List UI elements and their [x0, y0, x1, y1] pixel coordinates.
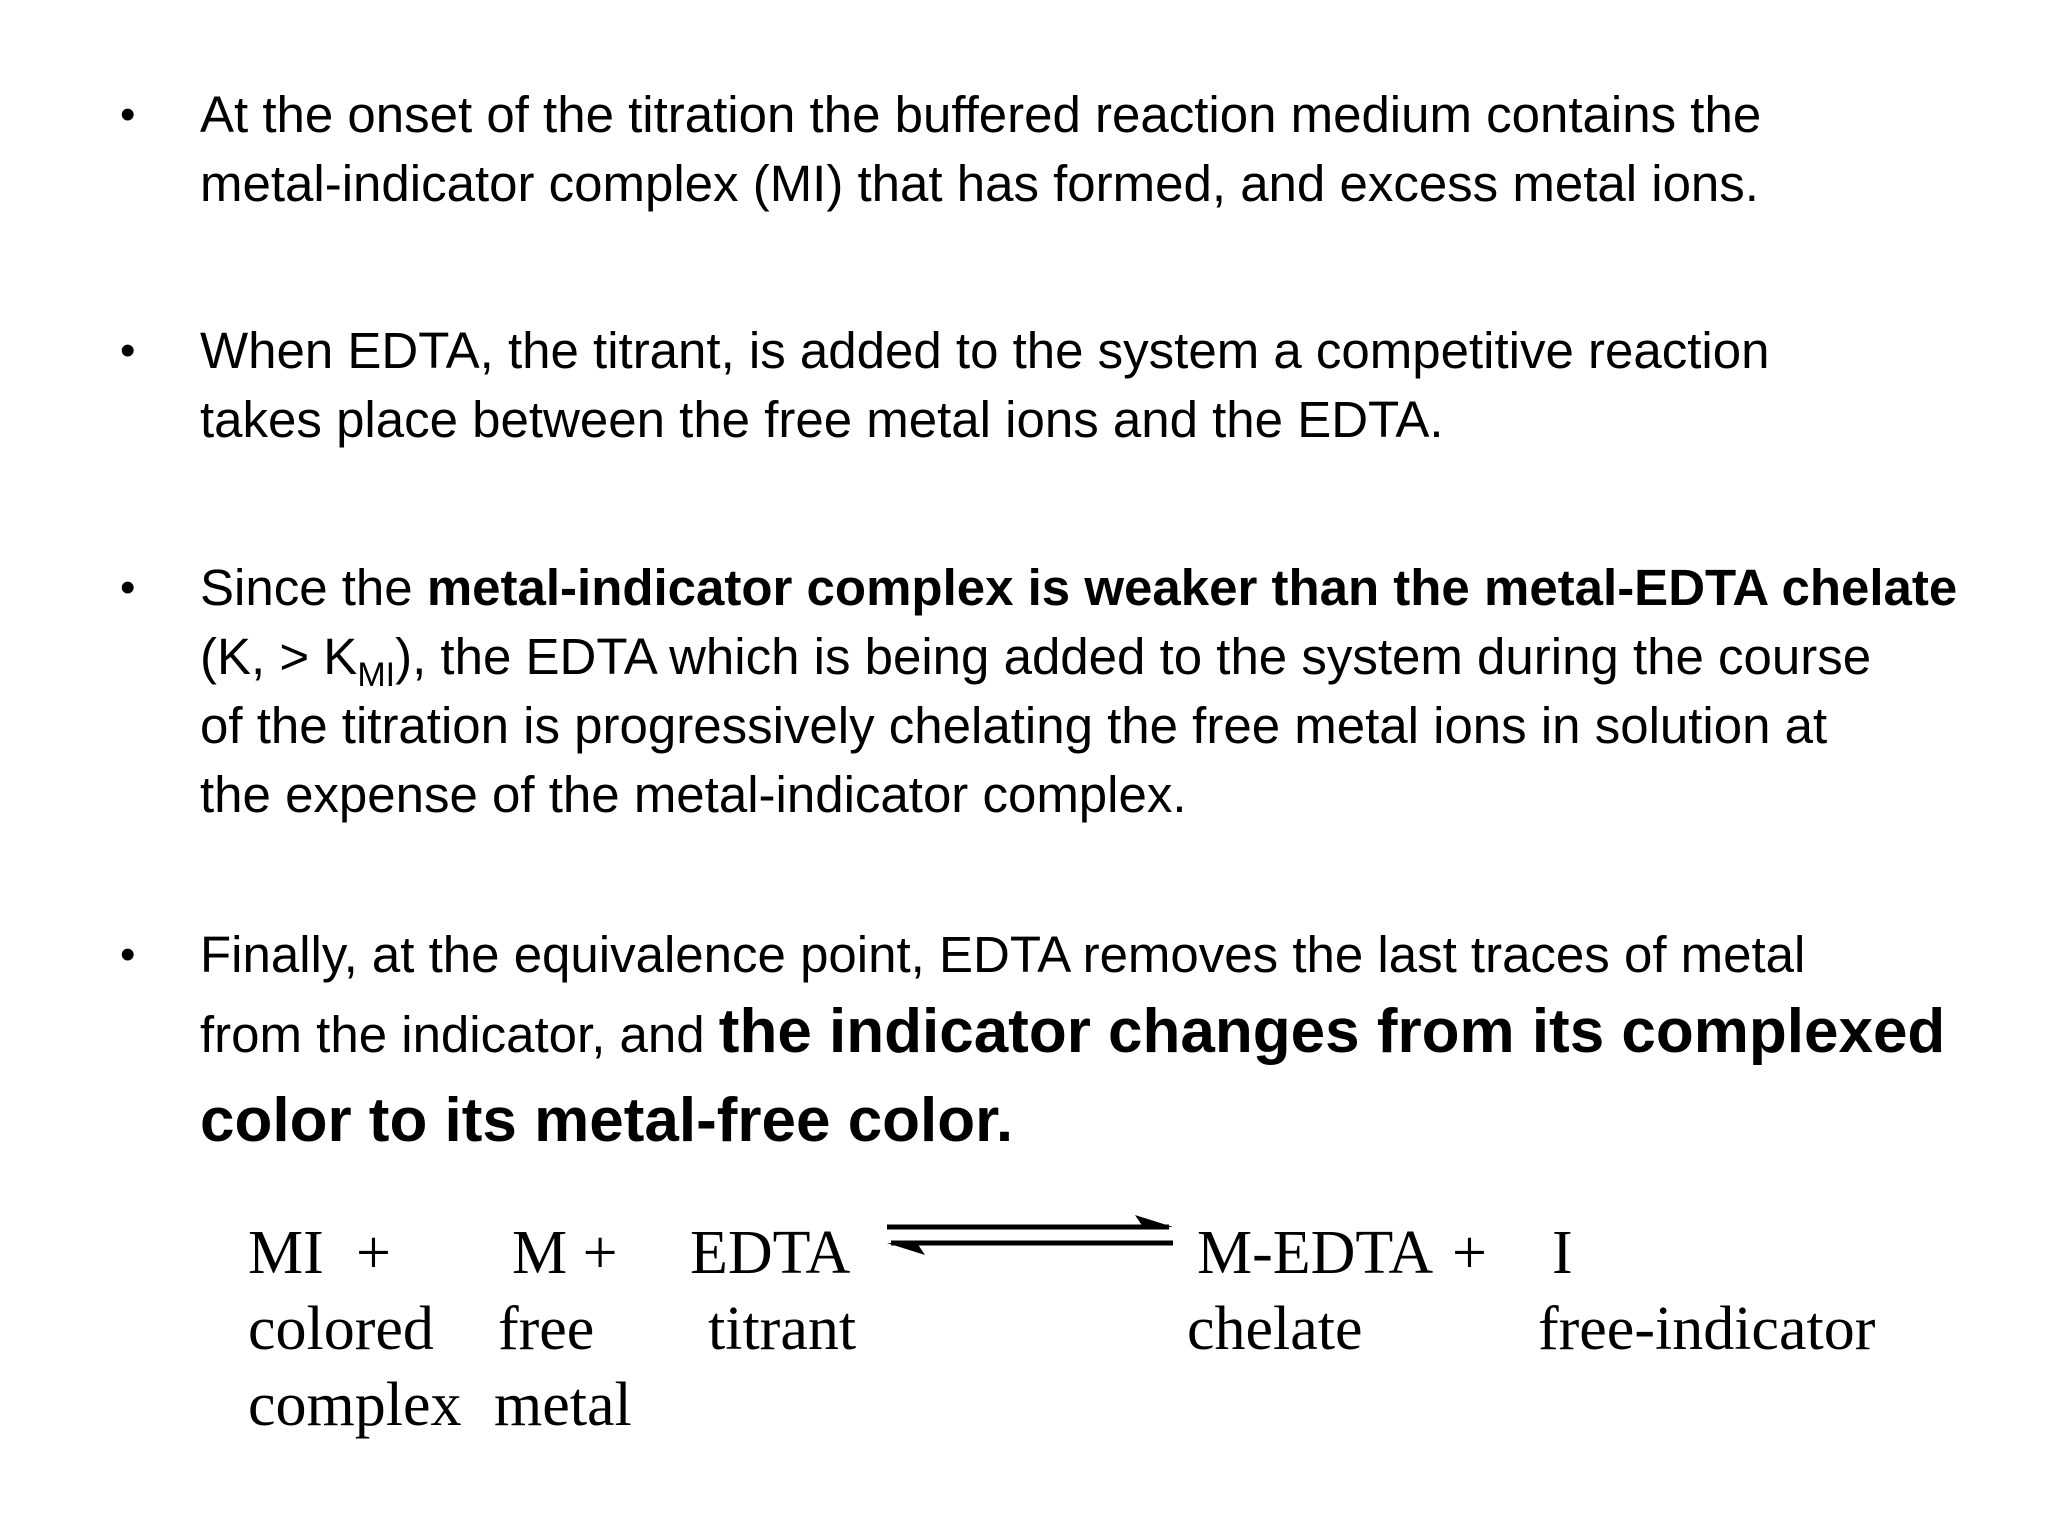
label-complex: complex — [248, 1371, 462, 1439]
eq-m: M + — [512, 1219, 618, 1287]
eq-mi: MI — [248, 1219, 324, 1287]
eq-i: I — [1552, 1219, 1573, 1287]
bold-emphasis: color to its metal-free color. — [200, 1086, 1014, 1155]
bullet-dot: • — [120, 930, 136, 979]
bold-emphasis: the indicator changes from its complexed — [718, 997, 1946, 1066]
bullet-line: takes place between the free metal ions and the EDTA. — [200, 391, 1444, 448]
label-free-indicator: free-indicator — [1538, 1295, 1876, 1363]
bullet-dot: • — [120, 90, 136, 139]
bullet-dot: • — [120, 326, 136, 375]
k-open: (K, > K — [200, 628, 358, 685]
bullet-line: the expense of the metal-indicator complex. — [200, 766, 1187, 823]
bullet-line: At the onset of the titration the buffered reaction medium contains the — [200, 86, 1762, 143]
bullet-text: from the indicator, and — [200, 1006, 719, 1063]
eq-edta: EDTA — [690, 1219, 851, 1287]
label-chelate: chelate — [1187, 1295, 1363, 1363]
label-colored: colored — [248, 1295, 434, 1363]
label-metal: metal — [494, 1371, 632, 1439]
bullet-dot: • — [120, 563, 136, 612]
label-free: free — [498, 1295, 595, 1363]
bullet-line: Finally, at the equivalence point, EDTA removes the last traces of metal — [200, 926, 1806, 983]
bullet-line: of the titration is progressively chelating the free metal ions in solution at — [200, 697, 1828, 754]
bullet-line: When EDTA, the titrant, is added to the system a competitive reaction — [200, 322, 1770, 379]
eq-plus: + — [356, 1219, 391, 1287]
label-titrant: titrant — [708, 1295, 857, 1363]
eq-plus: + — [1452, 1219, 1487, 1287]
bold-emphasis: metal-indicator complex is weaker than the metal-EDTA chelate — [426, 559, 1958, 616]
k-close: ), the EDTA which is being added to the system during the course — [395, 628, 1872, 685]
bullet-text: Since the — [200, 559, 427, 616]
bullet-line: metal-indicator complex (MI) that has formed, and excess metal ions. — [200, 155, 1759, 212]
eq-medta: M-EDTA — [1197, 1219, 1434, 1287]
equilibrium-arrows-icon — [885, 1212, 1175, 1262]
k-subscript: MI — [357, 656, 396, 694]
